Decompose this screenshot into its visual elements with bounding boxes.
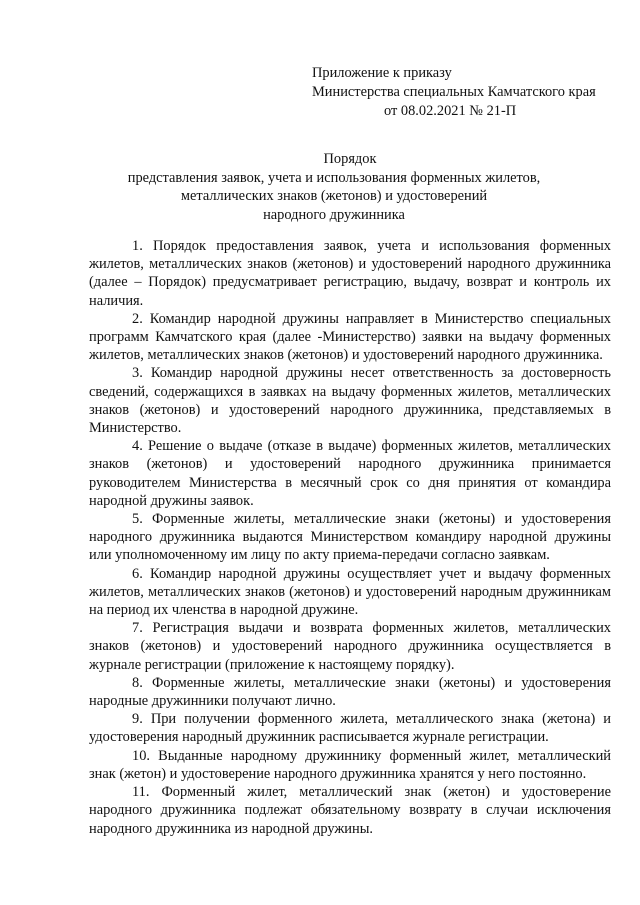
- paragraph-10: 10. Выданные народному дружиннику форменный жилет, металлический знак (жетон) и удостоверение народного дружинника хранятся у него постоянно.: [89, 747, 611, 782]
- title-line-1: представления заявок, учета и использования форменных жилетов,: [127, 169, 541, 186]
- document-body: [89, 237, 611, 838]
- paragraph-11: 11. Форменный жилет, металлический знак (жетон) и удостоверение народного дружинника подлежат обязательному возврату в случаи исключения народного дружинника из народной дружины.: [89, 784, 611, 837]
- paragraph-3: 3. Командир народной дружины несет ответственность за достоверность сведений, содержащихся в заявках на выдачу форменных жилетов, металлических знаков (жетонов) и удостоверений народного дружинника, представляемых в Министерство.: [89, 365, 611, 437]
- title-line-3: народного дружинника: [263, 206, 405, 223]
- paragraph-8: 8. Форменные жилеты, металлические знаки (жетоны) и удостоверения народные дружинники получают лично.: [89, 674, 611, 710]
- paragraph-4: 4. Решение о выдаче (отказе в выдаче) форменных жилетов, металлических знаков (жетонов) и удостоверений народного дружинника принимается руководителем Министерства в месячный срок со дня принятия от командира народной дружины заявок.: [89, 438, 611, 509]
- approval-line-2: Министерства специальных Камчатского края: [312, 84, 596, 100]
- approval-block: [312, 64, 612, 121]
- paragraph-2: 2. Командир народной дружины направляет в Министерство специальных программ Камчатского края (далее -Министерство) заявки на выдачу форменных жилетов, металлических знаков (жетонов) и удостоверений народного дружинника.: [89, 310, 611, 364]
- paragraph-6: 6. Командир народной дружины осуществляет учет и выдачу форменных жилетов, металлических знаков (жетонов) и удостоверений народным дружинникам на период их членства в народной дружине.: [89, 565, 611, 619]
- paragraph-1: 1. Порядок предоставления заявок, учета и использования форменных жилетов, металлических знаков (жетонов) и удостоверений народного дружинника (далее – Порядок) предусматривает регистрацию, выдачу, возврат и контроль их наличия.: [89, 238, 611, 309]
- paragraph-9: 9. При получении форменного жилета, металлического знака (жетона) и удостоверения народный дружинник расписывается журнале регистрации.: [89, 711, 611, 746]
- paragraph-7: 7. Регистрация выдачи и возврата форменных жилетов, металлических знаков (жетонов) и удостоверений народного дружинника осуществляется в журнале регистрации (приложение к настоящему порядку).: [89, 620, 611, 673]
- document-title: [0, 150, 640, 224]
- paragraph-5: 5. Форменные жилеты, металлические знаки (жетоны) и удостоверения народного дружинника выдаются Министерством командиру народной дружины или уполномоченному им лицу по акту приема-передачи согласно заявкам.: [89, 511, 611, 564]
- approval-line-1: Приложение к приказу: [312, 65, 452, 81]
- approval-line-3: от 08.02.2021 № 21-П: [384, 103, 517, 119]
- title-heading: Порядок: [323, 151, 377, 167]
- title-line-2: металлических знаков (жетонов) и удостоверений: [180, 188, 488, 204]
